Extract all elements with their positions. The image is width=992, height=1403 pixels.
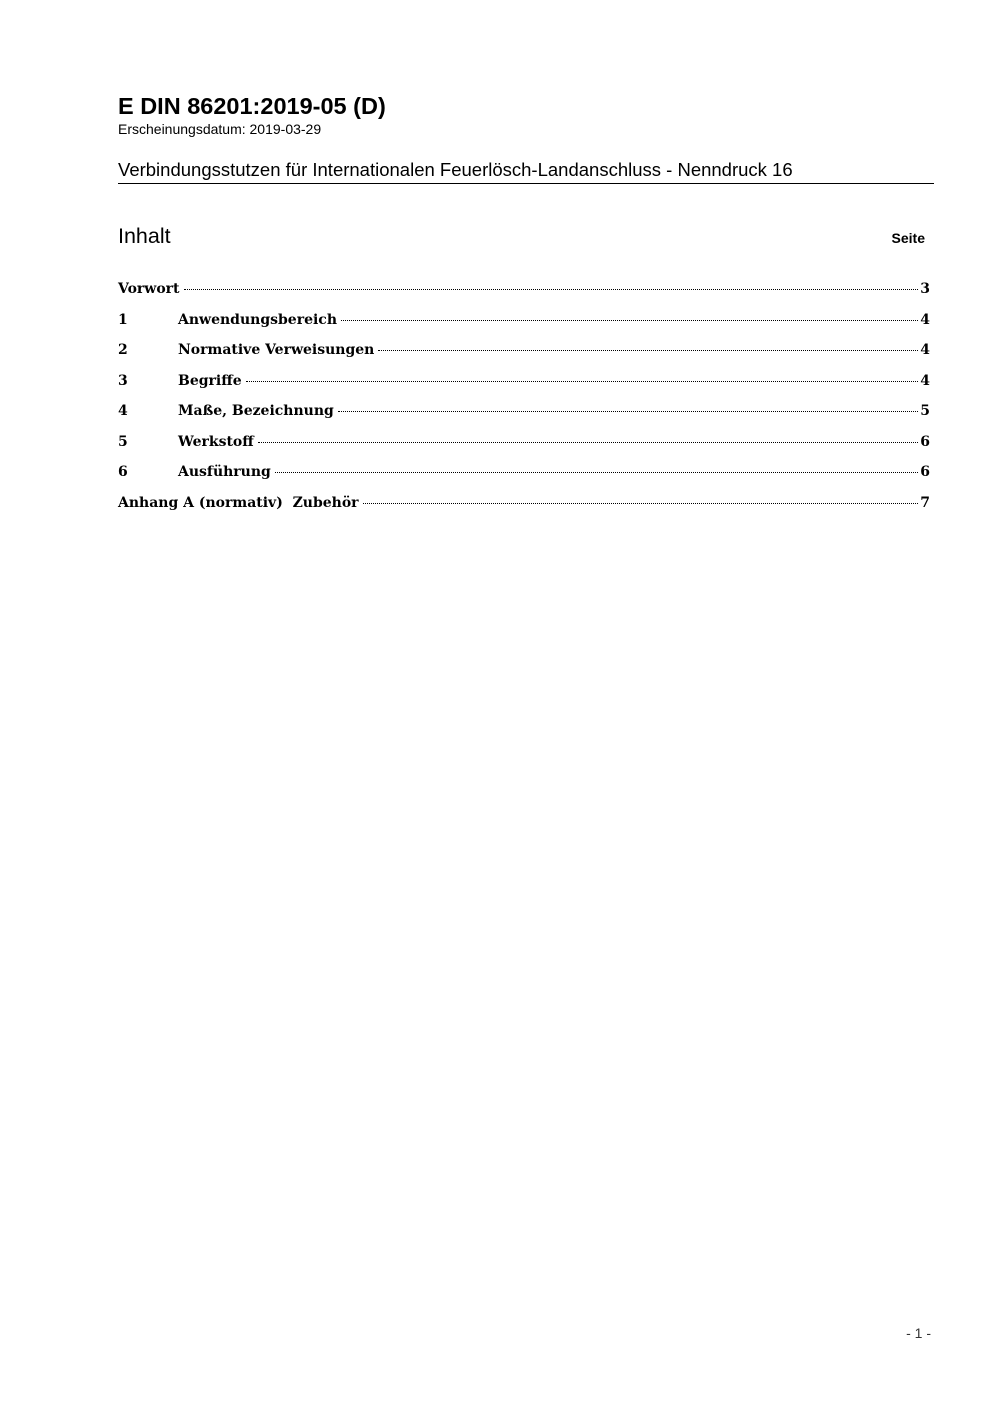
toc-dot-leader [246,381,919,382]
toc-dot-leader [338,411,918,412]
toc-entry-title: Anhang A (normativ) Zubehör [118,494,359,511]
toc-entry-page: 5 [920,403,930,419]
toc-dot-leader [378,350,918,351]
toc-entry-title: Begriffe [178,372,242,389]
toc-entry-begriffe[interactable] [118,370,930,401]
toc-entry-number: 6 [118,464,128,480]
toc-entry-page: 4 [920,372,930,389]
toc-entry-page: 4 [920,311,930,328]
document-id: E DIN 86201:2019-05 (D) [118,93,386,119]
toc-entry-number: 4 [118,403,128,419]
toc-entry-number: 5 [118,433,128,450]
toc-entry-page: 3 [920,281,930,297]
toc-entry-page: 7 [920,494,930,511]
toc-dot-leader [258,442,919,443]
toc-entry-anhang-a[interactable] [118,492,930,523]
document-title: Verbindungsstutzen für Internationalen Feuerlösch-Landanschluss - Nenndruck 16 [118,158,934,184]
toc-entry-title: Anwendungsbereich [178,311,337,328]
toc-entry-number: 3 [118,372,128,389]
toc-entry-title: Maße, Bezeichnung [178,403,334,419]
toc-dot-leader [341,320,918,321]
toc-entry-number: 2 [118,342,128,358]
toc-entry-werkstoff[interactable] [118,431,930,462]
toc-dot-leader [275,472,918,473]
toc-entry-title: Vorwort [118,281,180,297]
toc-entry-number: 1 [118,311,128,328]
toc-entry-title: Werkstoff [178,433,254,450]
toc-entry-ausfuehrung[interactable] [118,461,930,492]
toc-page-column-label: Seite [891,230,925,246]
toc-entry-page: 6 [920,433,930,450]
toc-entry-page: 4 [920,342,930,358]
toc-entry-normative-verweisungen[interactable] [118,339,930,370]
page-number: - 1 - [906,1325,931,1341]
toc-entry-masse-bezeichnung[interactable] [118,400,930,431]
toc-dot-leader [184,289,919,290]
toc-heading: Inhalt [118,224,171,248]
toc-entry-title: Normative Verweisungen [178,342,375,358]
toc-entry-anwendungsbereich[interactable] [118,309,930,340]
publication-date: Erscheinungsdatum: 2019-03-29 [118,121,322,137]
toc-entry-vorwort[interactable] [118,278,930,309]
table-of-contents [118,278,930,522]
toc-entry-title: Ausführung [178,464,271,480]
toc-dot-leader [363,503,919,504]
toc-entry-page: 6 [920,464,930,480]
